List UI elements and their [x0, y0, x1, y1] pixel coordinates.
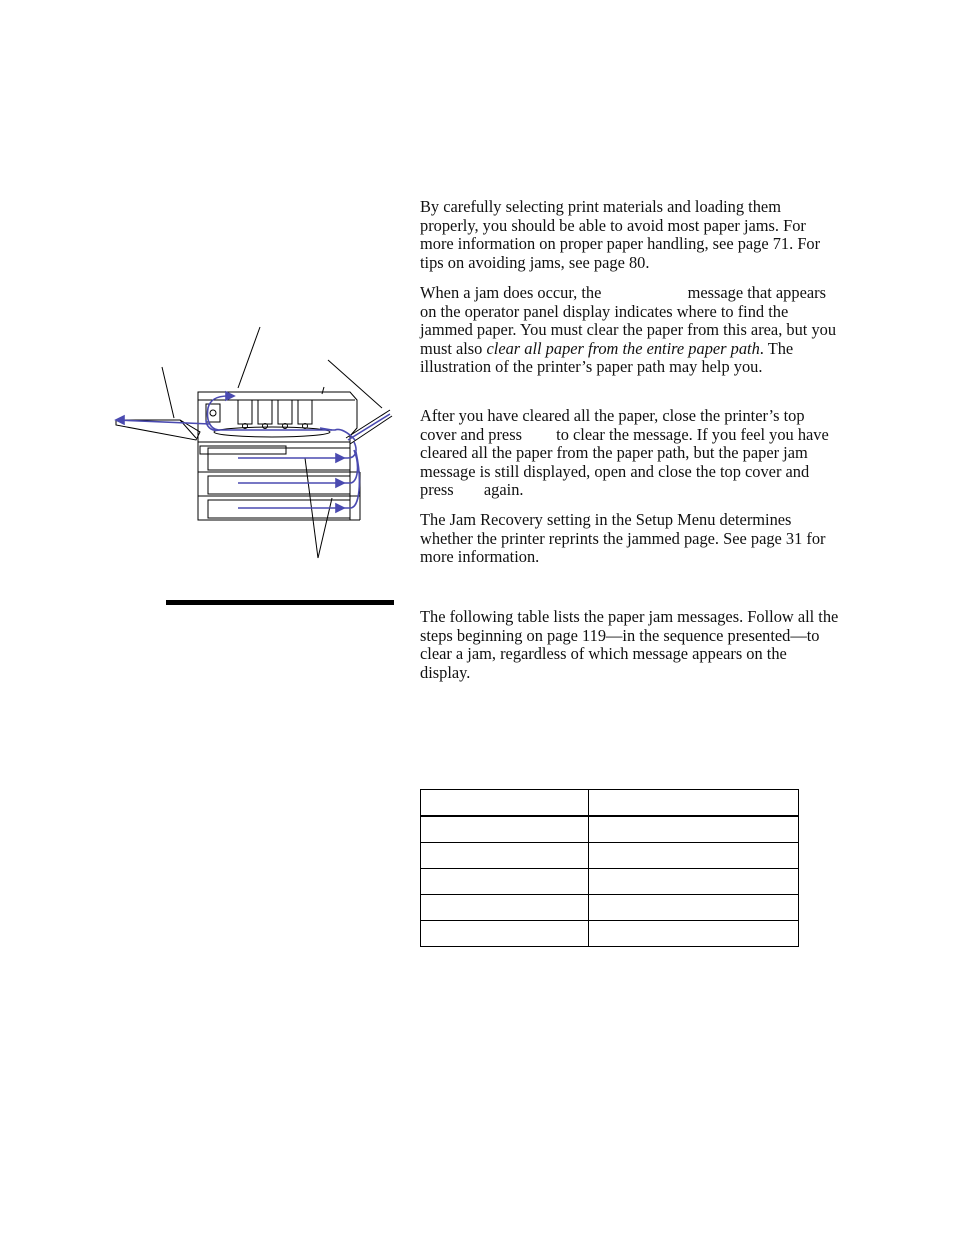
table-row [421, 816, 799, 843]
clear-paper-text-middle: to clear the message. If you feel you have cleared all the paper from the paper path, but the paper jam message is still displayed, open and close the top cover and press [420, 424, 829, 500]
jam-occur-text-end: . The illustration of the printer’s paper path may help you. [420, 338, 794, 377]
table-row [421, 921, 799, 947]
table-header-row [421, 790, 799, 817]
jam-messages-table [420, 789, 799, 947]
clear-paper-text-end: again. [483, 480, 524, 500]
table-intro-paragraph: The following table lists the paper jam messages. Follow all the steps beginning on page 119—in the sequence presented—to clear a jam, regardless of which message appears on the display. [420, 607, 839, 682]
table-header-cell-description [589, 790, 799, 817]
table-cell [421, 869, 589, 895]
table-cell [589, 816, 799, 843]
clear-paper-text-start: After you have cleared all the paper, close the printer’s top cover and press [420, 406, 805, 444]
printer-paper-path-figure [110, 320, 400, 560]
jam-occur-text-middle: message that appears on the operator panel display indicates where to find the jammed paper. You must clear the paper from this area, but you must also [420, 283, 837, 358]
table-row [421, 895, 799, 921]
jam-occur-emphasis: clear all paper from the entire paper path [486, 338, 760, 358]
table-cell [589, 921, 799, 947]
clear-paper-paragraph [420, 407, 840, 500]
jam-occur-paragraph [420, 284, 840, 377]
table-cell [421, 921, 589, 947]
jam-recovery-paragraph: The Jam Recovery setting in the Setup Menu determines whether the printer reprints the jammed page. See page 31 for more information. [420, 510, 826, 567]
table-cell [421, 895, 589, 921]
section-rule [166, 600, 394, 605]
table-row [421, 843, 799, 869]
table-cell [589, 895, 799, 921]
jam-occur-text-start: When a jam does occur, the [420, 283, 602, 302]
intro-paragraph: By carefully selecting print materials and loading them properly, you should be able to avoid most paper jams. For more information on proper paper handling, see page 71. For tips on avoiding jams, see page 80. [420, 197, 821, 272]
table-cell [421, 843, 589, 869]
table-header-cell-message [421, 790, 589, 817]
table-cell [421, 816, 589, 843]
table-cell [589, 869, 799, 895]
table-cell [589, 843, 799, 869]
table-row [421, 869, 799, 895]
